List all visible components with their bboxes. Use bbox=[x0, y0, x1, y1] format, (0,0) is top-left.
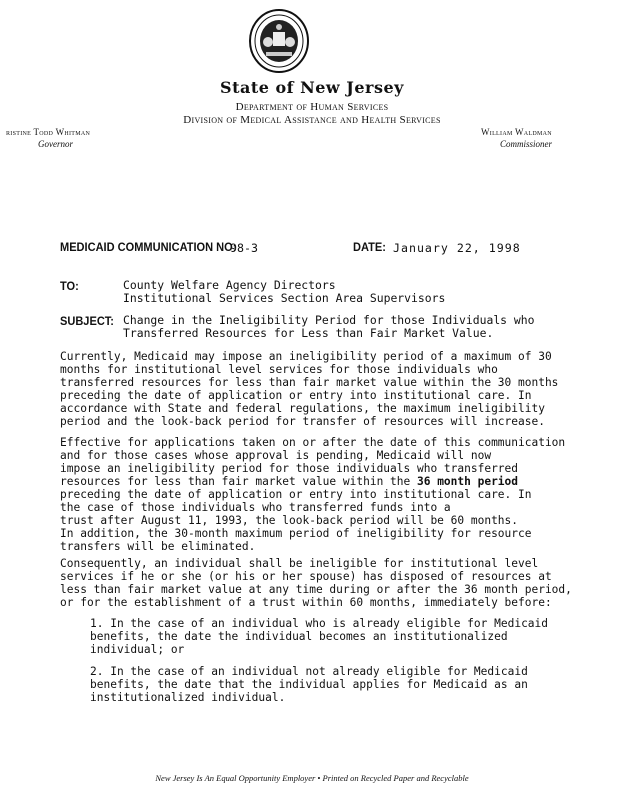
text-line: transferred resources for less than fair market value within the 30 months bbox=[60, 376, 559, 389]
text-line: 1. In the case of an individual who is already eligible for Medicaid bbox=[90, 617, 549, 630]
to-label: TO: bbox=[60, 279, 79, 293]
paragraph-2 bbox=[60, 436, 566, 553]
text-line: period and the look-back period for transfer of resources will increase. bbox=[60, 415, 545, 428]
text-line: benefits, the date the individual becomes an institutionalized bbox=[90, 630, 508, 643]
text-line: accordance with State and federal regulations, the maximum ineligibility bbox=[60, 402, 545, 415]
division-name: Division of Medical Assistance and Health Services bbox=[183, 114, 441, 126]
text-line: Effective for applications taken on or after the date of this communication bbox=[60, 436, 566, 449]
text-run: resources for less than fair market value within the bbox=[60, 475, 417, 488]
commissioner-name: William Waldman bbox=[481, 127, 552, 137]
text-line: and for those cases whose approval is pending, Medicaid will now bbox=[60, 449, 492, 462]
commissioner-title: Commissioner bbox=[500, 139, 553, 149]
subject-line: Transferred Resources for Less than Fair Market Value. bbox=[123, 326, 494, 340]
communication-number: 98-3 bbox=[230, 241, 258, 255]
governor-name: ristine Todd Whitman bbox=[6, 127, 91, 137]
footer-text: New Jersey Is An Equal Opportunity Employer • Printed on Recycled Paper and Recyclable bbox=[155, 773, 469, 783]
text-line: benefits, the date that the individual applies for Medicaid as an bbox=[90, 678, 528, 691]
text-line: Currently, Medicaid may impose an ineligibility period of a maximum of 30 bbox=[60, 350, 552, 363]
list-item-1 bbox=[90, 617, 549, 656]
text-line: In addition, the 30-month maximum period of ineligibility for resource bbox=[60, 527, 532, 540]
communication-label: MEDICAID COMMUNICATION NO: bbox=[60, 240, 237, 254]
text-line: impose an ineligibility period for those individuals who transferred bbox=[60, 462, 519, 475]
date-value: January 22, 1998 bbox=[393, 241, 521, 255]
subject-line: Change in the Ineligibility Period for those Individuals who bbox=[123, 313, 535, 327]
subject-label: SUBJECT: bbox=[60, 314, 114, 328]
text-line: less than fair market value at any time during or after the 36 month period, bbox=[60, 583, 572, 596]
governor-title: Governor bbox=[38, 139, 73, 149]
text-line bbox=[60, 475, 540, 488]
paragraph-1 bbox=[60, 350, 559, 428]
emphasis-36-month: 36 month period bbox=[416, 475, 519, 488]
state-seal bbox=[248, 8, 310, 74]
text-line: services if he or she (or his or her spouse) has disposed of resources at bbox=[60, 570, 552, 583]
date-label: DATE: bbox=[353, 240, 386, 254]
text-line: months for institutional level services for those individuals who bbox=[60, 363, 498, 376]
text-line: institutionalized individual. bbox=[90, 691, 286, 704]
text-line: Consequently, an individual shall be ineligible for institutional level bbox=[60, 557, 539, 570]
text-line: preceding the date of application or entry into institutional care. In bbox=[60, 488, 532, 501]
list-item-2 bbox=[90, 665, 540, 704]
to-recipients bbox=[123, 279, 445, 305]
text-line: the case of those individuals who transferred funds into a bbox=[60, 501, 451, 514]
text-line: trust after August 11, 1993, the look-back period will be 60 months. bbox=[60, 514, 519, 527]
to-line: Institutional Services Section Area Supervisors bbox=[123, 291, 446, 305]
text-line: preceding the date of application or entry into institutional care. In bbox=[60, 389, 532, 402]
text-line: individual; or bbox=[90, 643, 185, 656]
text-line: transfers will be eliminated. bbox=[60, 540, 256, 553]
state-title: State of New Jersey bbox=[220, 78, 404, 97]
department-name: Department of Human Services bbox=[235, 101, 389, 113]
to-line: County Welfare Agency Directors bbox=[123, 278, 336, 292]
text-line: 2. In the case of an individual not already eligible for Medicaid bbox=[90, 665, 528, 678]
paragraph-3 bbox=[60, 557, 572, 609]
subject-text bbox=[123, 314, 534, 340]
text-line: or for the establishment of a trust within 60 months, immediately before: bbox=[60, 596, 552, 609]
